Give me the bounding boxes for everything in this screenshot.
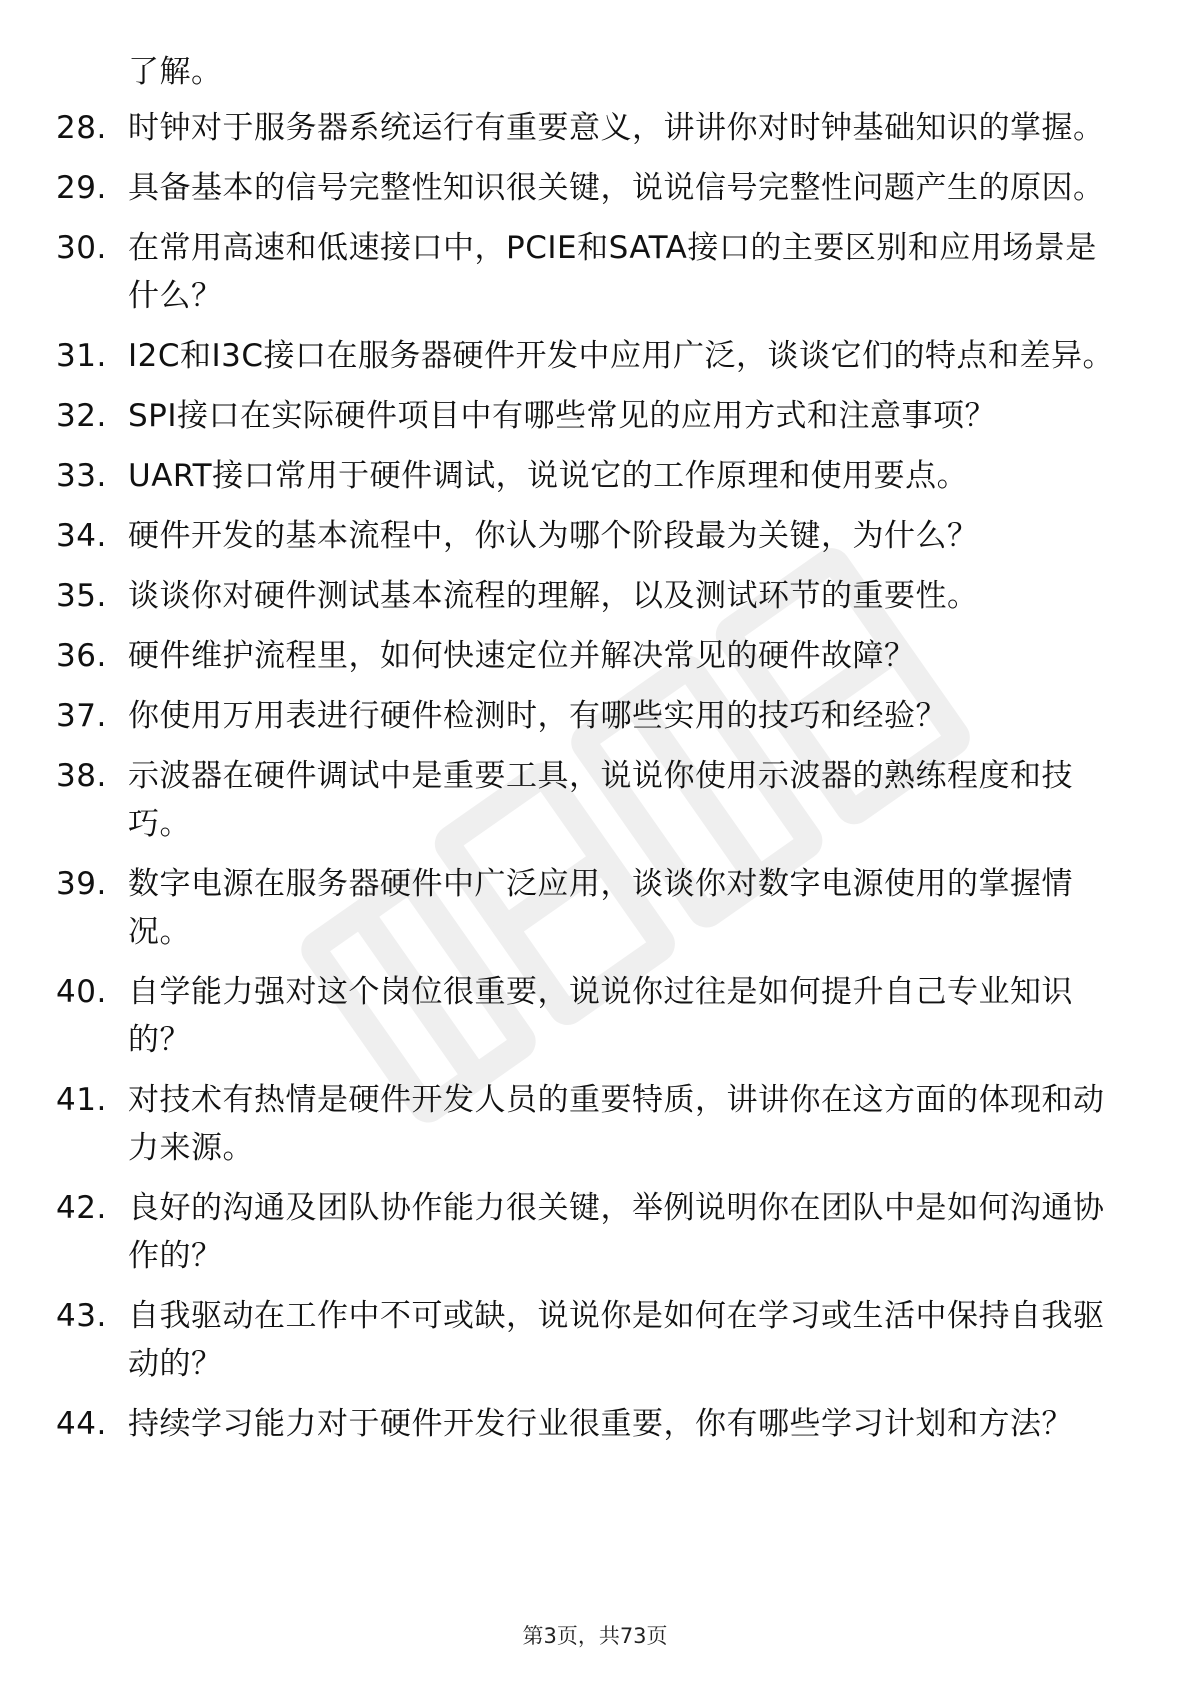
- question-item: [0, 1400, 1190, 1448]
- question-text: 数字电源在服务器硬件中广泛应用，谈谈你对数字电源使用的掌握情况。: [128, 866, 1073, 950]
- continuation-text: 了解。: [128, 54, 223, 90]
- question-number: 38.: [56, 758, 107, 794]
- question-item: [0, 968, 1190, 1064]
- question-number: 30.: [56, 230, 107, 266]
- question-number: 43.: [56, 1298, 107, 1334]
- question-list: [0, 104, 1190, 1460]
- question-text: 在常用高速和低速接口中，PCIE和SATA接口的主要区别和应用场景是什么？: [128, 230, 1097, 314]
- question-number: 44.: [56, 1406, 107, 1442]
- question-number: 32.: [56, 398, 107, 434]
- question-text: 良好的沟通及团队协作能力很关键，举例说明你在团队中是如何沟通协作的？: [128, 1190, 1105, 1274]
- question-number: 39.: [56, 866, 107, 902]
- question-number: 41.: [56, 1082, 107, 1118]
- question-number: 40.: [56, 974, 107, 1010]
- question-text: 硬件开发的基本流程中，你认为哪个阶段最为关键，为什么？: [128, 518, 979, 554]
- question-number: 28.: [56, 110, 107, 146]
- question-text: SPI接口在实际硬件项目中有哪些常见的应用方式和注意事项？: [128, 398, 997, 434]
- question-text: 自我驱动在工作中不可或缺，说说你是如何在学习或生活中保持自我驱动的？: [128, 1298, 1105, 1382]
- question-text: UART接口常用于硬件调试，说说它的工作原理和使用要点。: [128, 458, 969, 494]
- question-text: 持续学习能力对于硬件开发行业很重要，你有哪些学习计划和方法？: [128, 1406, 1073, 1442]
- question-number: 34.: [56, 518, 107, 554]
- question-text: 示波器在硬件调试中是重要工具，说说你使用示波器的熟练程度和技巧。: [128, 758, 1073, 842]
- question-item: [0, 392, 1190, 440]
- page-footer: [0, 1620, 1190, 1650]
- question-item: [0, 860, 1190, 956]
- question-text: 你使用万用表进行硬件检测时，有哪些实用的技巧和经验？: [128, 698, 947, 734]
- question-item: [0, 752, 1190, 848]
- question-number: 37.: [56, 698, 107, 734]
- question-text: I2C和I3C接口在服务器硬件开发中应用广泛，谈谈它们的特点和差异。: [128, 338, 1115, 374]
- question-number: 42.: [56, 1190, 107, 1226]
- question-text: 具备基本的信号完整性知识很关键，说说信号完整性问题产生的原因。: [128, 170, 1105, 206]
- question-number: 35.: [56, 578, 107, 614]
- question-item: [0, 692, 1190, 740]
- question-number: 36.: [56, 638, 107, 674]
- question-item: [0, 332, 1190, 380]
- question-text: 自学能力强对这个岗位很重要，说说你过往是如何提升自己专业知识的？: [128, 974, 1073, 1058]
- question-number: 29.: [56, 170, 107, 206]
- question-text: 时钟对于服务器系统运行有重要意义，讲讲你对时钟基础知识的掌握。: [128, 110, 1105, 146]
- question-item: [0, 512, 1190, 560]
- question-item: [0, 572, 1190, 620]
- question-item: [0, 224, 1190, 320]
- question-item: [0, 1076, 1190, 1172]
- question-number: 33.: [56, 458, 107, 494]
- question-item: [0, 632, 1190, 680]
- question-text: 硬件维护流程里，如何快速定位并解决常见的硬件故障？: [128, 638, 916, 674]
- question-item: [0, 104, 1190, 152]
- question-item: [0, 452, 1190, 500]
- page-number-label: 第3页，共73页: [522, 1624, 668, 1648]
- question-text: 对技术有热情是硬件开发人员的重要特质，讲讲你在这方面的体现和动力来源。: [128, 1082, 1105, 1166]
- question-number: 31.: [56, 338, 107, 374]
- question-item: [0, 164, 1190, 212]
- question-text: 谈谈你对硬件测试基本流程的理解，以及测试环节的重要性。: [128, 578, 979, 614]
- question-item: [0, 1292, 1190, 1388]
- question-item: [0, 1184, 1190, 1280]
